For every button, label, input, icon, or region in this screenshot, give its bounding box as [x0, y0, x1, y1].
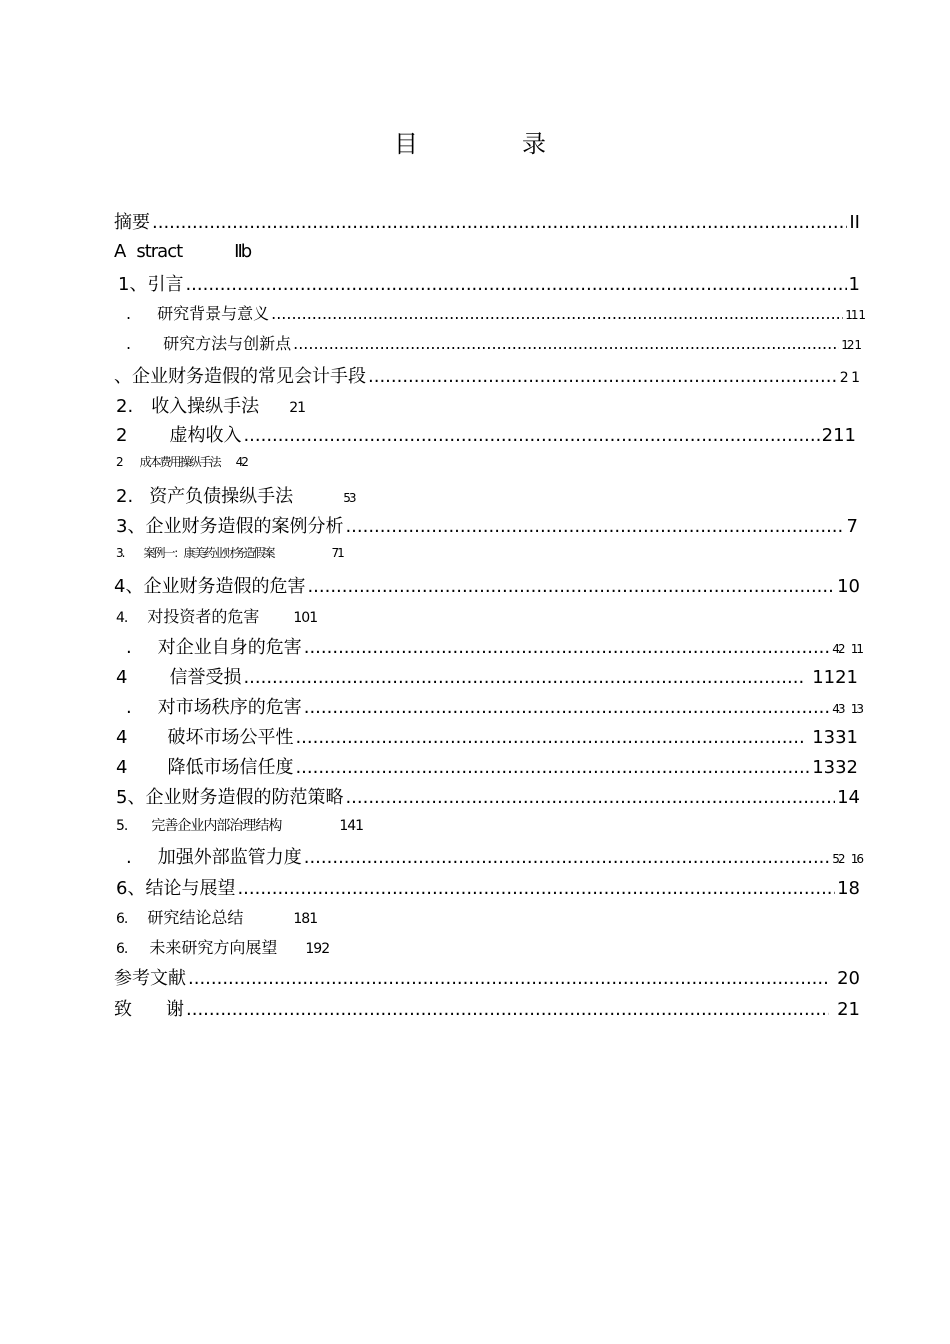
toc-entry-4-3-1[interactable] [116, 723, 858, 753]
toc-page: 12 1 [841, 338, 860, 352]
toc-label: 企业财务造假的危害 [143, 576, 306, 597]
toc-label: 研究背景与意义 [157, 304, 270, 323]
toc-label: 降低市场信任度 [167, 757, 294, 778]
toc-leader [345, 516, 844, 537]
toc-entry-1-2[interactable] [126, 331, 860, 361]
toc-entry-2-3[interactable] [116, 482, 862, 512]
toc-label: 完善企业内部治理结构 [151, 818, 282, 834]
toc-label: 谢 [166, 999, 184, 1020]
toc-page: 10 [837, 576, 860, 597]
toc-page: 43 13 [832, 702, 862, 716]
toc-entry-references[interactable] [114, 964, 860, 994]
toc-number: 2. [116, 486, 134, 507]
toc-page: 181 [293, 911, 318, 927]
toc-entry-2-1-1[interactable] [116, 421, 856, 451]
toc-number: 4 [116, 667, 128, 688]
toc-label: 、企业财务造假的常见会计手段 [114, 366, 366, 387]
toc-entry-abstract-en[interactable] [114, 241, 860, 271]
toc-number: 5、 [116, 787, 146, 808]
toc-leader [304, 637, 830, 658]
toc-page: 1 [848, 274, 860, 295]
toc-entry-acknowledgement[interactable] [114, 995, 860, 1025]
toc-number: 6. [116, 941, 128, 957]
toc-page: 53 [343, 491, 355, 505]
toc-page: 14 [837, 787, 860, 808]
toc-leader [243, 425, 819, 446]
toc-page: 7 [846, 516, 858, 537]
toc-label: 收入操纵手法 [151, 396, 260, 417]
toc-entry-5-1[interactable] [116, 815, 862, 845]
toc-leader [186, 999, 829, 1020]
toc-label: 虚构收入 [169, 425, 242, 446]
toc-page: 141 [339, 818, 364, 834]
toc-page: 2 1 [839, 370, 859, 386]
toc-leader [307, 576, 835, 597]
toc-number: 4 [116, 757, 128, 778]
toc-label: 加强外部监管力度 [157, 847, 302, 868]
toc-page: 71 [331, 546, 343, 560]
toc-entry-ch4[interactable] [114, 572, 860, 602]
toc-label: 信誉受损 [169, 667, 242, 688]
toc-leader [295, 727, 804, 748]
toc-entry-4-3-2[interactable] [116, 753, 858, 783]
toc-leader [271, 304, 843, 323]
toc-leader [368, 366, 838, 387]
toc-page: 11 1 [845, 308, 864, 322]
toc-number: . [126, 304, 132, 323]
toc-entry-4-3[interactable] [126, 693, 862, 723]
toc-page: 101 [293, 610, 318, 626]
toc-label: 破坏市场公平性 [167, 727, 294, 748]
toc-page: 21 [289, 400, 306, 416]
toc-label: 摘要 [114, 212, 150, 233]
toc-leader [295, 757, 810, 778]
toc-page: 42 11 [832, 642, 862, 656]
toc-leader [243, 667, 806, 688]
toc-page: 20 [837, 968, 860, 989]
toc-leader [185, 274, 846, 295]
toc-label: 案例一：康美药业财务造假案 [143, 546, 274, 560]
toc-label: 资产负债操纵手法 [149, 486, 294, 507]
toc-number: A [114, 241, 127, 262]
toc-leader [304, 847, 830, 868]
toc-number: . [126, 637, 132, 658]
toc-page: 42 [235, 455, 247, 469]
toc-entry-ch5[interactable] [116, 783, 860, 813]
toc-number: 4 [116, 727, 128, 748]
toc-label: 研究方法与创新点 [163, 334, 292, 353]
toc-leader [293, 334, 839, 353]
toc-label: 对企业自身的危害 [157, 637, 302, 658]
toc-entry-2-1[interactable] [116, 392, 862, 422]
toc-number: 5. [116, 818, 128, 834]
toc-entry-2-2[interactable] [116, 453, 862, 483]
toc-page: IIb [234, 241, 251, 262]
toc-number: 2 [116, 455, 122, 469]
toc-leader [304, 697, 830, 718]
toc-number: 4、 [114, 576, 144, 597]
toc-number: 3、 [116, 516, 146, 537]
toc-page: II [849, 212, 860, 233]
toc-leader [188, 968, 829, 989]
toc-leader [237, 878, 835, 899]
toc-number: 6、 [116, 878, 146, 899]
toc-label: 对市场秩序的危害 [157, 697, 302, 718]
toc-entry-6-1[interactable] [116, 905, 862, 935]
toc-entry-ch1[interactable] [118, 270, 860, 300]
toc-number: . [126, 847, 132, 868]
toc-entry-ch3[interactable] [116, 512, 858, 542]
toc-entry-5-2[interactable] [126, 843, 862, 873]
toc-label: stract [136, 241, 183, 262]
toc-label: 成本费用操纵手法 [139, 455, 220, 469]
toc-entry-ch2[interactable] [114, 362, 859, 392]
toc-page: 192 [305, 941, 330, 957]
toc-page: 52 16 [832, 852, 862, 866]
toc-label: 对投资者的危害 [147, 607, 260, 626]
toc-entry-1-1[interactable] [126, 301, 864, 331]
toc-number: . [126, 697, 132, 718]
toc-number: 3. [116, 546, 124, 560]
toc-label: 研究结论总结 [147, 908, 244, 927]
toc-entry-4-2-1[interactable] [116, 663, 858, 693]
toc-entry-4-1[interactable] [116, 604, 862, 634]
toc-page: 211 [821, 425, 856, 446]
toc-title: 目 录 [394, 130, 586, 158]
toc-page: 1332 [812, 757, 858, 778]
toc-page: 18 [837, 878, 860, 899]
toc-leader [345, 787, 835, 808]
toc-label: 企业财务造假的防范策略 [145, 787, 344, 808]
toc-page: 1331 [812, 727, 858, 748]
toc-number: . [126, 334, 132, 353]
toc-page: 21 [837, 999, 860, 1020]
toc-label: 未来研究方向展望 [149, 938, 278, 957]
toc-entry-abstract-cn[interactable] [114, 208, 860, 238]
toc-number: 1、 [118, 274, 148, 295]
toc-entry-3-1[interactable] [116, 544, 862, 574]
toc-entry-ch6[interactable] [116, 874, 860, 904]
toc-label: 结论与展望 [145, 878, 236, 899]
toc-label: 引言 [147, 274, 184, 295]
toc-leader [152, 212, 847, 233]
toc-number: 2. [116, 396, 134, 417]
toc-entry-6-2[interactable] [116, 935, 862, 965]
toc-entry-4-2[interactable] [126, 633, 862, 663]
toc-label: 参考文献 [114, 968, 186, 989]
toc-number: 致 [114, 999, 132, 1020]
toc-number: 2 [116, 425, 128, 446]
toc-page: 1121 [812, 667, 858, 688]
toc-label: 企业财务造假的案例分析 [145, 516, 344, 537]
toc-number: 4. [116, 610, 128, 626]
toc-number: 6. [116, 911, 128, 927]
